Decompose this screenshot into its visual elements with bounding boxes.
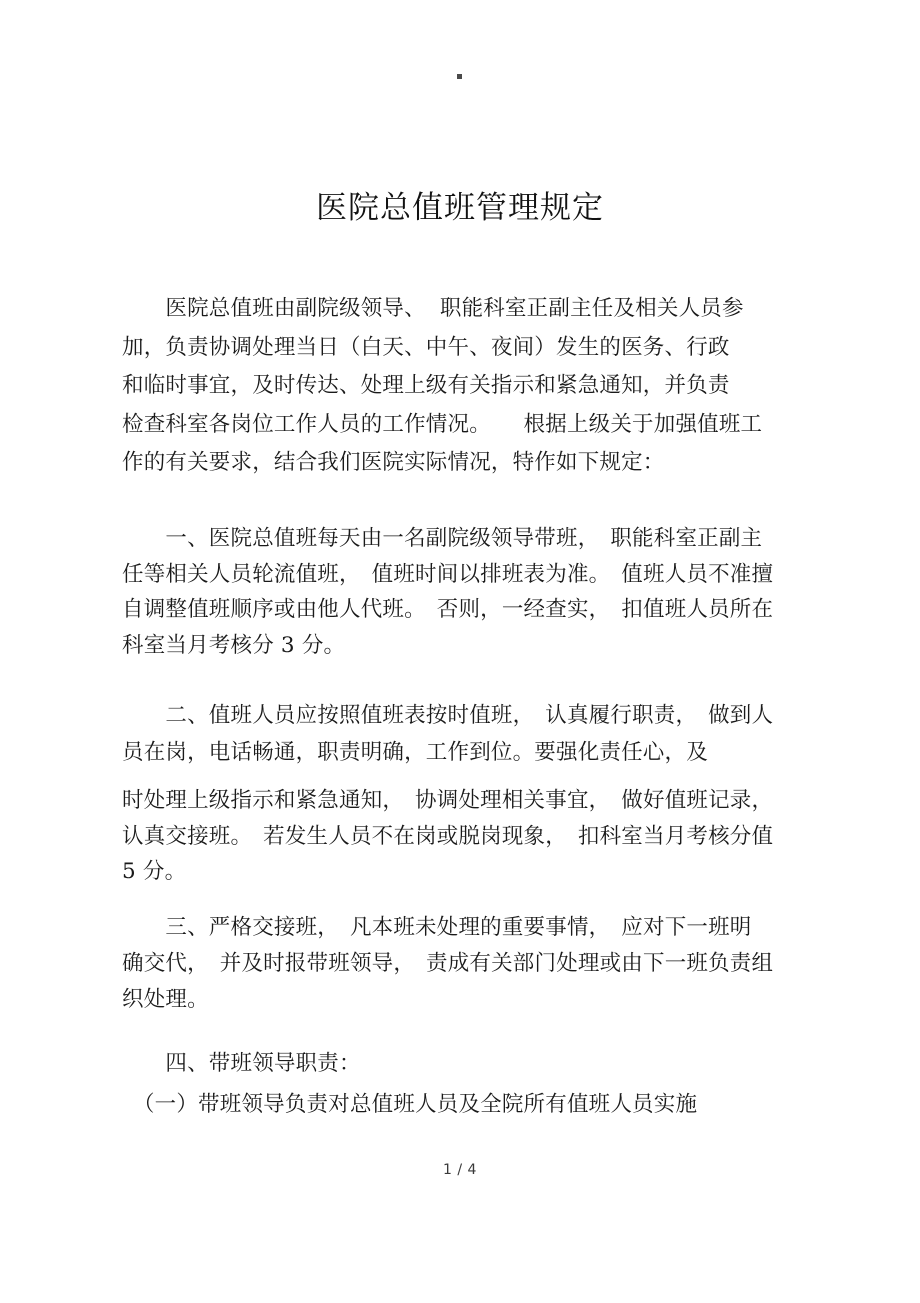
page-title: 医院总值班管理规定 [316,190,604,226]
text-line: 二、值班人员应按照值班表按时值班， 认真履行职责， 做到人 [122,703,774,728]
text-line: 5 分。 [122,859,187,884]
text-line: 自调整值班顺序或由他人代班。 否则，一经查实， 扣值班人员所在 [122,597,774,622]
page-top-mark [457,74,462,79]
text-line: 任等相关人员轮流值班， 值班时间以排班表为准。 值班人员不准擅 [122,561,774,587]
paragraph-intro [122,290,798,483]
paragraph-item-two-part-a [122,697,798,771]
text-line: 确交代， 并及时报带班领导， 责成有关部门处理或由下一班负责组 [122,951,774,976]
text-line: 一、医院总值班每天由一名副院级领导带班， 职能科室正副主 [122,526,763,551]
text-line: （一）带班领导负责对总值班人员及全院所有值班人员实施 [122,1092,698,1117]
paragraph-item-three [122,910,798,1018]
text-line: 时处理上级指示和紧急通知， 协调处理相关事宜， 做好值班记录， [122,788,774,813]
text-line: 认真交接班。 若发生人员不在岗或脱岗现象， 扣科室当月考核分值 [122,823,774,849]
text-line: 员在岗，电话畅通，职责明确，工作到位。要强化责任心，及 [122,740,708,765]
text-line: 和临时事宜，及时传达、处理上级有关指示和紧急通知，并负责 [122,373,730,398]
text-line: 三、严格交接班， 凡本班未处理的重要事情， 应对下一班明 [122,915,752,940]
text-line: 检查科室各岗位工作人员的工作情况。 根据上级关于加强值班工 [122,411,763,437]
paragraph-item-one [122,521,798,663]
text-line: 医院总值班由副院级领导、 职能科室正副主任及相关人员参 [122,296,744,321]
text-line: 加，负责协调处理当日（白天、中午、夜间）发生的医务、行政 [122,334,730,360]
paragraph-item-four [122,1043,798,1125]
paragraph-item-two-part-b [122,783,798,890]
page-number-footer: 1 / 4 [443,1162,477,1178]
text-line: 科室当月考核分 3 分。 [122,632,346,658]
text-line: 作的有关要求，结合我们医院实际情况，特作如下规定： [122,450,665,475]
text-line: 四、带班领导职责： [122,1051,361,1076]
text-line: 织处理。 [122,987,209,1012]
